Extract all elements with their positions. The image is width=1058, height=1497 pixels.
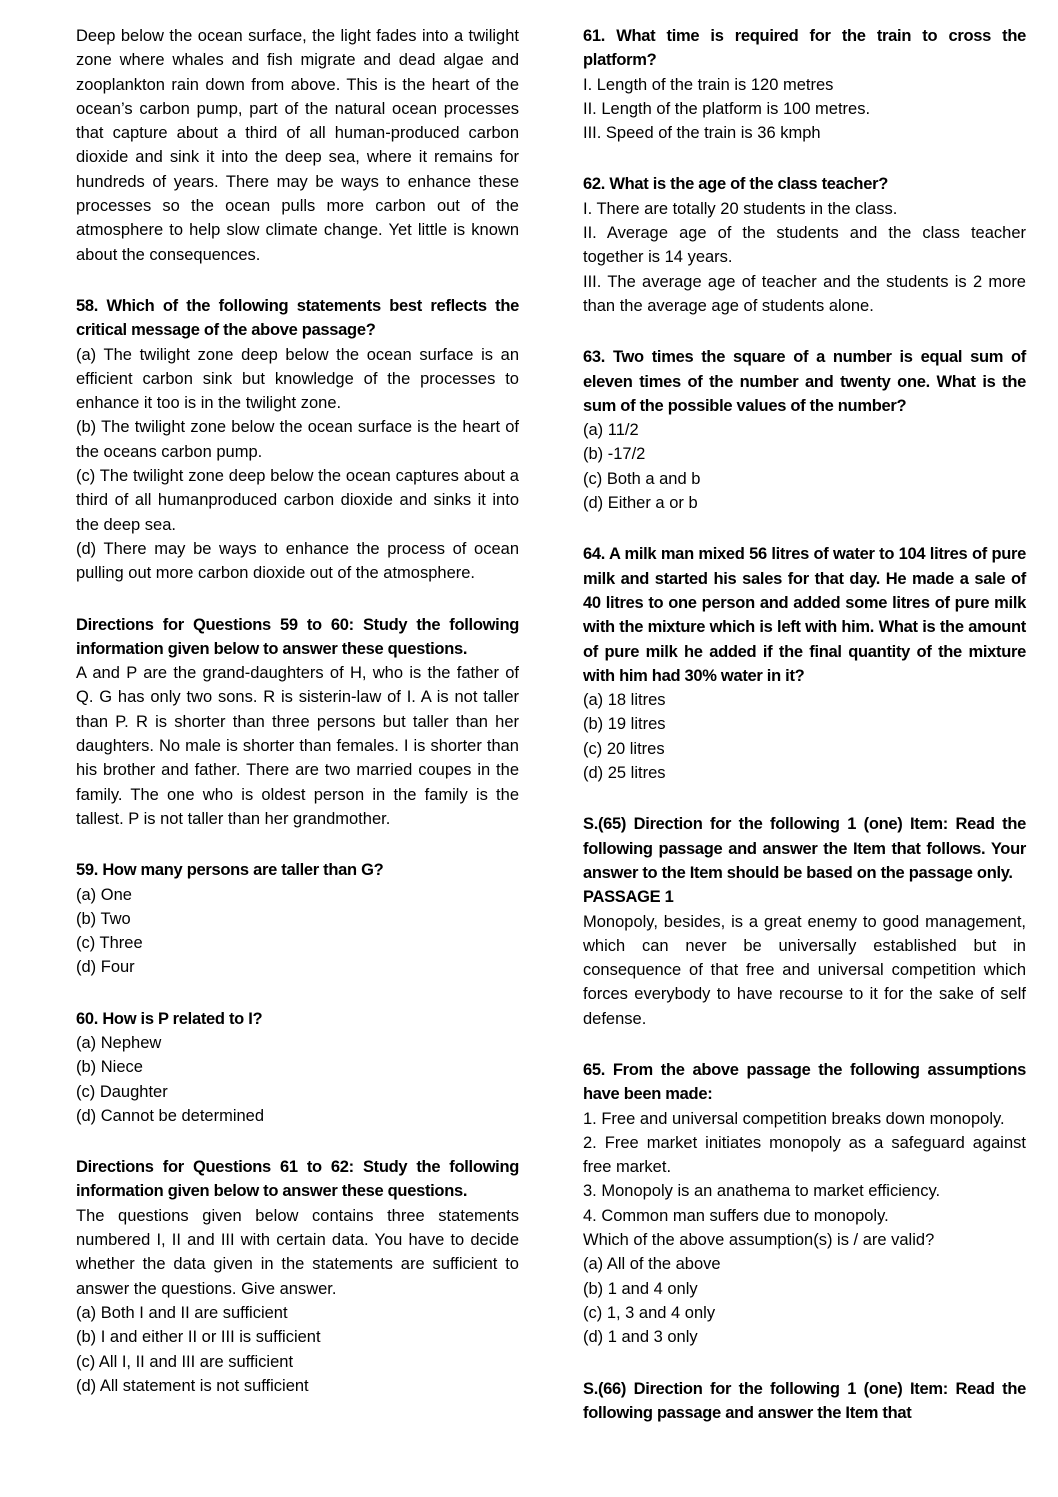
option-d: (d) There may be ways to enhance the process of ocean pulling out more carbon dioxide out of the atmosphere. — [76, 539, 519, 583]
directions-heading: Directions for Questions 61 to 62: Study the following information given below to answer these questions. — [76, 1158, 519, 1201]
option-b: (b) -17/2 — [583, 445, 646, 464]
question-stem: 62. What is the age of the class teacher? — [583, 175, 888, 194]
question-61 — [583, 24, 1026, 145]
directions-heading: Directions for Questions 59 to 60: Study the following information given below to answer these questions. — [76, 615, 519, 658]
option-b: (b) 1 and 4 only — [583, 1279, 698, 1298]
option-a: (a) One — [76, 885, 132, 904]
intro-passage-block — [76, 24, 519, 267]
option-b: (b) Niece — [76, 1058, 143, 1077]
direction-65 — [583, 812, 1026, 1031]
option-a: (a) The twilight zone deep below the ocean surface is an efficient carbon sink but knowledge of the processes to enhance it too is in the twilight zone. — [76, 345, 519, 413]
passage-text: Monopoly, besides, is a great enemy to good management, which can never be universally established but in consequence of that free and universal competition which forces everybody to have recourse to it for the sake of self defense. — [583, 912, 1026, 1028]
question-stem: 58. Which of the following statements best reflects the critical message of the above passage? — [76, 296, 519, 340]
assumption-2: 2. Free market initiates monopoly as a safeguard against free market. — [583, 1133, 1026, 1177]
statement-1: I. There are totally 20 students in the class. — [583, 199, 898, 218]
option-c: (c) Three — [76, 934, 143, 953]
direction-heading: S.(65) Direction for the following 1 (one) Item: Read the following passage and answer the Item that follows. Your answer to the Item should be based on the passage only. — [583, 815, 1026, 882]
assumption-3: 3. Monopoly is an anathema to market efficiency. — [583, 1182, 941, 1201]
option-d: (d) Cannot be determined — [76, 1106, 265, 1125]
left-column — [76, 24, 519, 1425]
option-a: (a) All of the above — [583, 1255, 721, 1274]
question-64 — [583, 542, 1026, 785]
question-63 — [583, 345, 1026, 515]
option-c: (c) All I, II and III are sufficient — [76, 1352, 294, 1371]
option-b: (b) 19 litres — [583, 715, 666, 734]
question-stem: 59. How many persons are taller than G? — [76, 861, 384, 880]
option-d: (d) 1 and 3 only — [583, 1328, 698, 1347]
option-a: (a) 11/2 — [583, 421, 639, 440]
option-d: (d) All statement is not sufficient — [76, 1376, 309, 1395]
question-59 — [76, 858, 519, 979]
statement-1: I. Length of the train is 120 metres — [583, 75, 834, 94]
option-b: (b) The twilight zone below the ocean surface is the heart of the oceans carbon pump. — [76, 418, 519, 461]
assumption-1: 1. Free and universal competition breaks down monopoly. — [583, 1109, 1005, 1128]
question-60 — [76, 1007, 519, 1128]
question-line: Which of the above assumption(s) is / are valid? — [583, 1231, 935, 1250]
statement-3: III. The average age of teacher and the students is 2 more than the average age of students alone. — [583, 272, 1026, 315]
option-c: (c) Both a and b — [583, 469, 701, 488]
directions-body: The questions given below contains three statements numbered I, II and III with certain data. You have to decide whether the data given in the statements are sufficient to answer the questions. Give answer. — [76, 1206, 519, 1298]
option-c: (c) 20 litres — [583, 739, 665, 758]
question-58 — [76, 294, 519, 586]
direction-heading: S.(66) Direction for the following 1 (one) Item: Read the following passage and answer the Item that — [583, 1379, 1026, 1422]
assumption-4: 4. Common man suffers due to monopoly. — [583, 1206, 889, 1225]
statement-3: III. Speed of the train is 36 kmph — [583, 124, 821, 143]
question-62 — [583, 172, 1026, 318]
passage-label: PASSAGE 1 — [583, 888, 674, 907]
question-stem: 60. How is P related to I? — [76, 1009, 263, 1028]
option-c: (c) The twilight zone deep below the ocean captures about a third of all humanproduced carbon dioxide and sinks it into the deep sea. — [76, 467, 519, 534]
question-stem: 63. Two times the square of a number is equal sum of eleven times of the number and twenty one. What is the sum of the possible values of the number? — [583, 348, 1026, 415]
option-a: (a) Both I and II are sufficient — [76, 1303, 288, 1322]
option-d: (d) 25 litres — [583, 764, 666, 783]
statement-2: II. Length of the platform is 100 metres. — [583, 99, 871, 118]
question-65 — [583, 1058, 1026, 1350]
option-b: (b) I and either II or III is sufficient — [76, 1328, 321, 1347]
directions-body: A and P are the grand-daughters of H, who is the father of Q. G has only two sons. R is sisterin-law of I. A is not taller than P. R is shorter than three persons but taller than her daughters. No male is shorter than females. I is shorter than his brother and father. There are two married coupes in the family. The one who is oldest person in the family is the tallest. P is not taller than her grandmother. — [76, 664, 519, 828]
option-c: (c) 1, 3 and 4 only — [583, 1303, 716, 1322]
option-c: (c) Daughter — [76, 1082, 168, 1101]
question-stem: 65. From the above passage the following assumptions have been made: — [583, 1060, 1026, 1104]
directions-59-60 — [76, 613, 519, 832]
statement-2: II. Average age of the students and the class teacher together is 14 years. — [583, 224, 1026, 267]
directions-61-62 — [76, 1155, 519, 1398]
option-d: (d) Either a or b — [583, 494, 698, 513]
direction-66 — [583, 1377, 1026, 1426]
option-d: (d) Four — [76, 958, 135, 977]
question-stem: 64. A milk man mixed 56 litres of water to 104 litres of pure milk and started his sales for that day. He made a sale of 40 litres to one person and added some litres of pure milk with the mixture which is left with him. What is the amount of pure milk he added if the final quantity of the mixture with him had 30% water in it? — [583, 545, 1026, 685]
question-stem: 61. What time is required for the train to cross the platform? — [583, 27, 1026, 70]
passage-text: Deep below the ocean surface, the light fades into a twilight zone where whales and fish migrate and dead algae and zooplankton rain down from above. This is the heart of the ocean’s carbon pump, part of the natural ocean processes that capture about a third of all human-produced carbon dioxide and sink it into the deep sea, where it remains for hundreds of years. There may be ways to enhance these processes so the ocean pulls more carbon out of the atmosphere to help slow climate change. Yet little is known about the consequences. — [76, 27, 519, 264]
option-a: (a) 18 litres — [583, 691, 666, 710]
right-column — [583, 24, 1026, 1425]
option-b: (b) Two — [76, 909, 131, 928]
option-a: (a) Nephew — [76, 1033, 162, 1052]
